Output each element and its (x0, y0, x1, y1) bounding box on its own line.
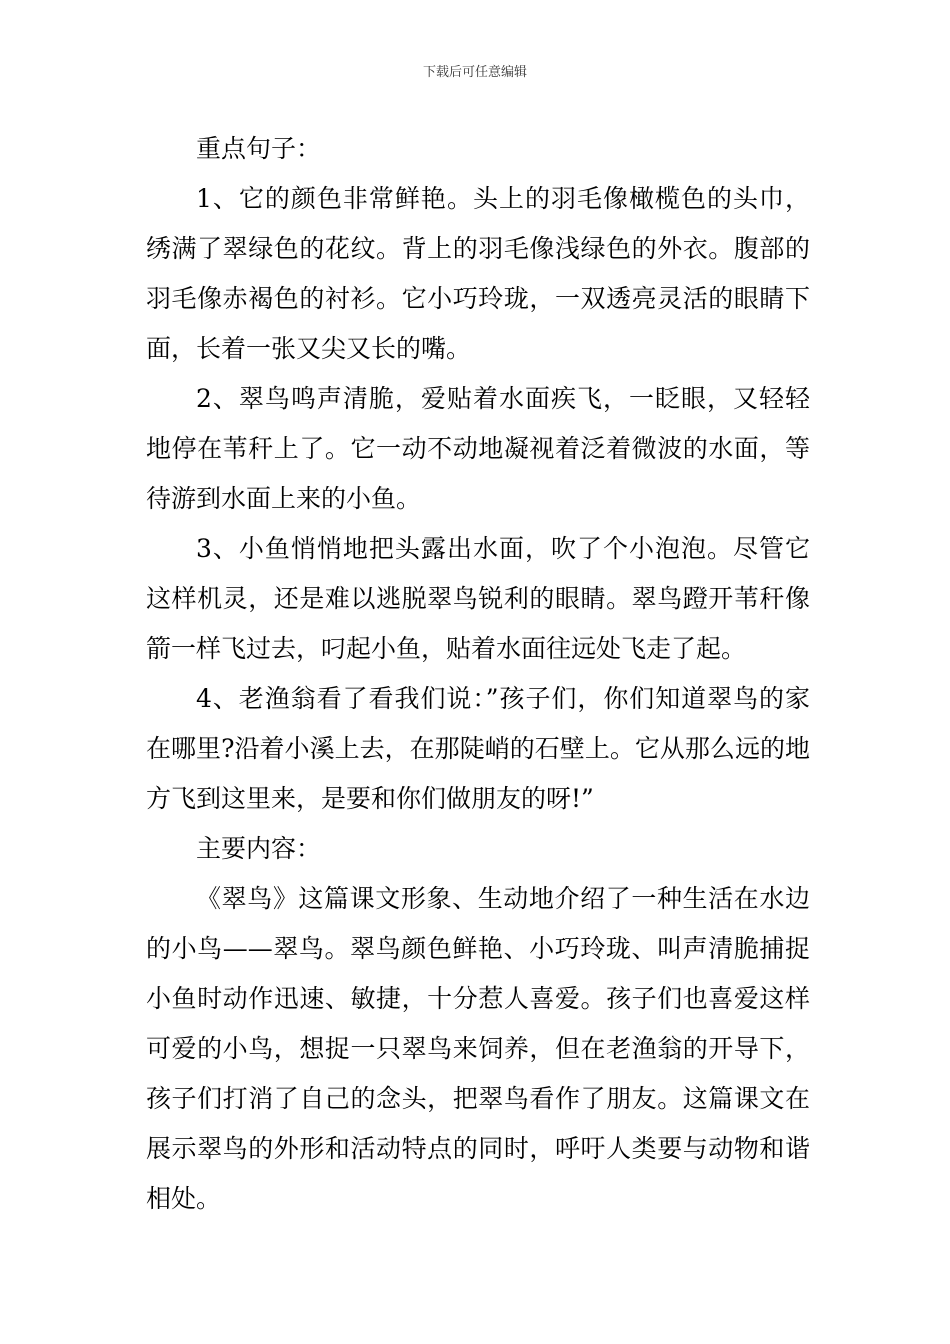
page-header-note: 下载后可任意编辑 (422, 65, 527, 80)
main-content-heading: 主要内容： (196, 834, 322, 863)
document-body (146, 124, 810, 1224)
key-sentence-4: 4、老渔翁看了看我们说：”孩子们，你们知道翠鸟的家在哪里?沿着小溪上去，在那陡峭的石壁上。它从那么远的地方飞到这里来，是要和你们做朋友的呀!” (146, 684, 810, 813)
key-sentence-3: 3、小鱼悄悄地把头露出水面，吹了个小泡泡。尽管它这样机灵，还是难以逃脱翠鸟锐利的眼睛。翠鸟蹬开苇秆像箭一样飞过去，叼起小鱼，贴着水面往远处飞走了起。 (146, 534, 810, 663)
key-sentence-1: 1、它的颜色非常鲜艳。头上的羽毛像橄榄色的头巾，绣满了翠绿色的花纹。背上的羽毛像浅绿色的外衣。腹部的羽毛像赤褐色的衬衫。它小巧玲珑，一双透亮灵活的眼睛下面，长着一张又尖又长的嘴。 (146, 184, 810, 363)
key-sentences-heading: 重点句子： (196, 134, 322, 163)
main-content-paragraph: 《翠鸟》这篇课文形象、生动地介绍了一种生活在水边的小鸟——翠鸟。翠鸟颜色鲜艳、小巧玲珑、叫声清脆捕捉小鱼时动作迅速、敏捷，十分惹人喜爱。孩子们也喜爱这样可爱的小鸟，想捉一只翠鸟来饲养，但在老渔翁的开导下，孩子们打消了自己的念头，把翠鸟看作了朋友。这篇课文在展示翠鸟的外形和活动特点的同时，呼吁人类要与动物和谐相处。 (146, 884, 810, 1213)
key-sentence-2: 2、翠鸟鸣声清脆，爱贴着水面疾飞，一眨眼，又轻轻地停在苇秆上了。它一动不动地凝视着泛着微波的水面，等待游到水面上来的小鱼。 (146, 384, 810, 513)
